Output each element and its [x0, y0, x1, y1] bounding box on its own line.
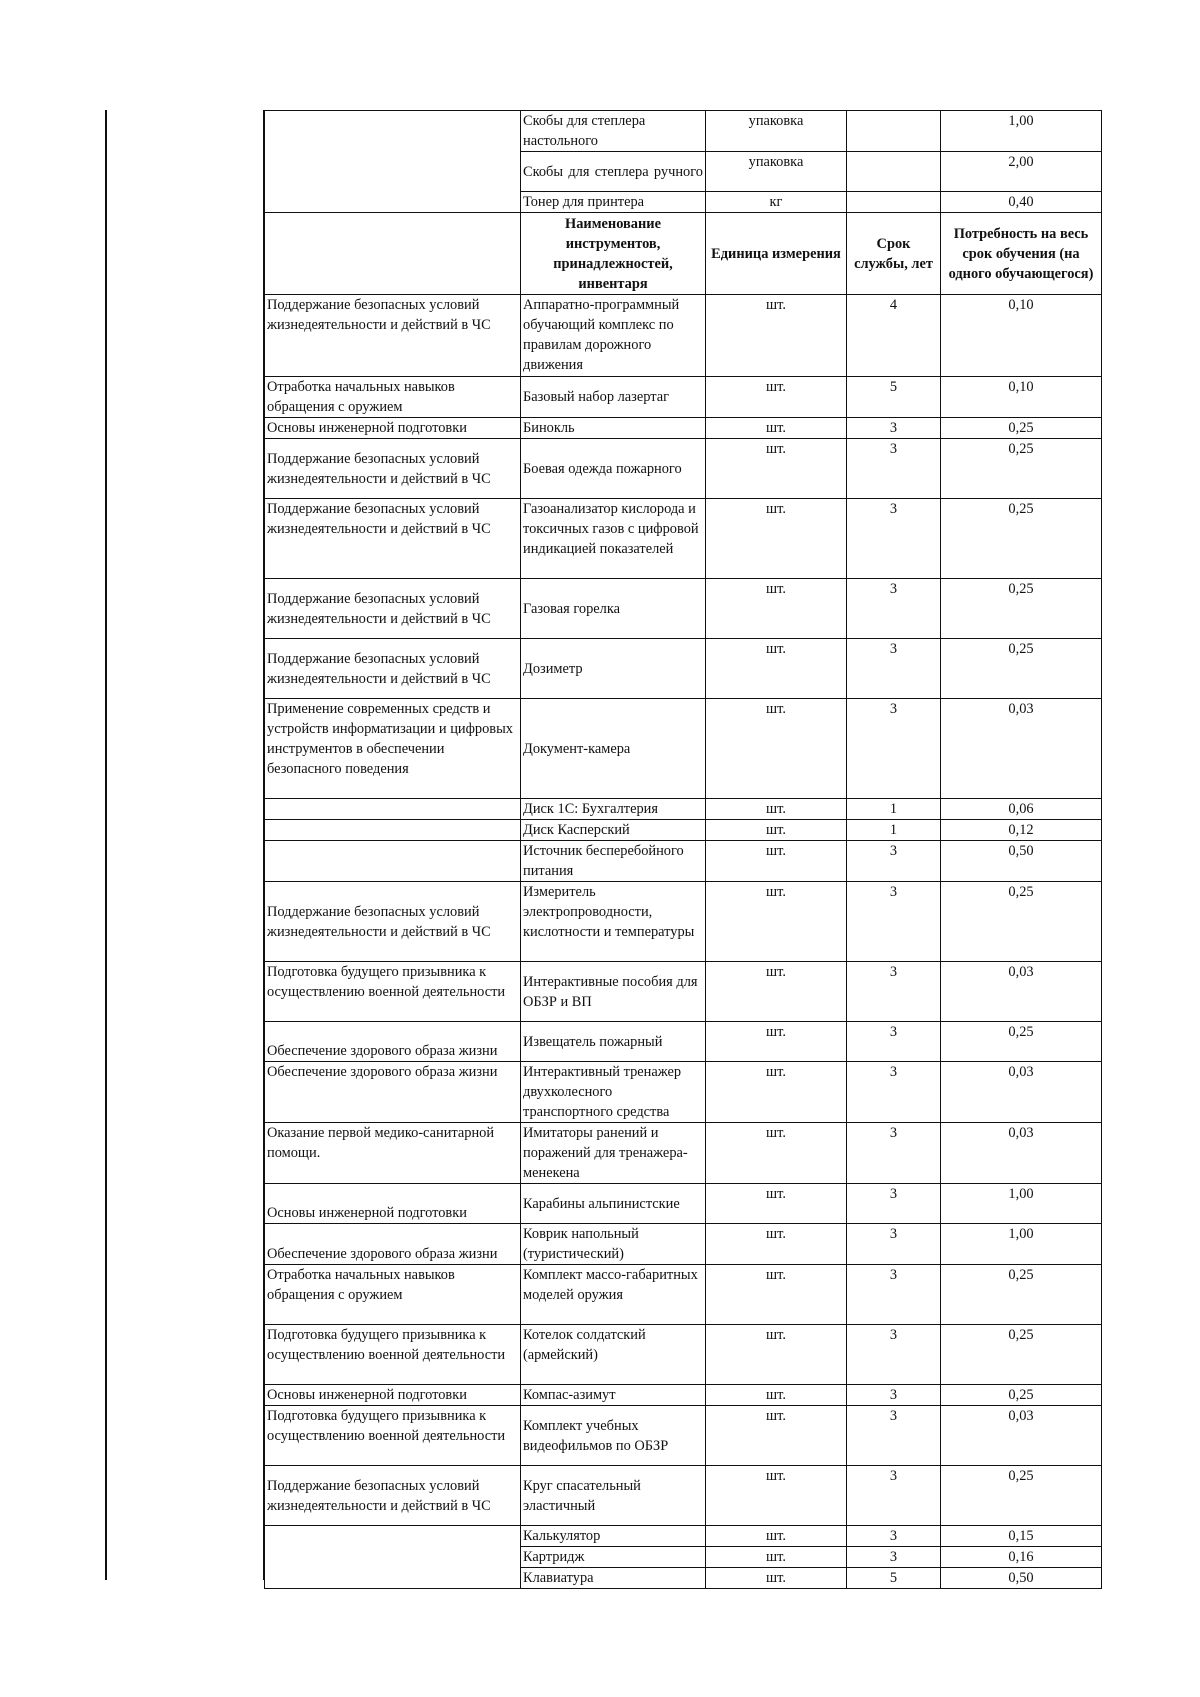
item-name-cell: Диск 1С: Бухгалтерия — [521, 799, 706, 820]
subject-cell: Обеспечение здорового образа жизни — [265, 1062, 521, 1123]
subject-cell: Поддержание безопасных условий жизнедеятельности и действий в ЧС — [265, 882, 521, 962]
unit-cell: шт. — [706, 377, 847, 418]
term-cell: 3 — [847, 1325, 941, 1385]
unit-cell: упаковка — [706, 152, 847, 192]
term-cell: 3 — [847, 841, 941, 882]
equipment-table — [264, 110, 1102, 1589]
unit-cell: упаковка — [706, 111, 847, 152]
item-name-cell: Коврик напольный (туристический) — [521, 1224, 706, 1265]
need-cell: 1,00 — [941, 111, 1102, 152]
term-cell: 3 — [847, 1062, 941, 1123]
unit-cell: шт. — [706, 1265, 847, 1325]
term-cell: 4 — [847, 295, 941, 377]
item-name-cell: Комплект массо-габаритных моделей оружия — [521, 1265, 706, 1325]
need-cell: 0,25 — [941, 1265, 1102, 1325]
table-row — [265, 1526, 1102, 1547]
item-name-cell: Комплект учебных видеофильмов по ОБЗР — [521, 1406, 706, 1466]
table-row — [265, 882, 1102, 962]
item-name-cell: Базовый набор лазертаг — [521, 377, 706, 418]
unit-cell: шт. — [706, 1568, 847, 1589]
term-cell: 3 — [847, 882, 941, 962]
unit-cell: шт. — [706, 579, 847, 639]
item-name-cell: Интерактивный тренажер двухколесного транспортного средства — [521, 1062, 706, 1123]
subject-cell — [265, 841, 521, 882]
header-unit: Единица измерения — [706, 213, 847, 295]
item-name-cell: Скобы для степлера настольного — [521, 111, 706, 152]
table-row — [265, 439, 1102, 499]
need-cell: 0,50 — [941, 841, 1102, 882]
subject-cell: Применение современных средств и устройств информатизации и цифровых инструментов в обеспечении безопасного поведения — [265, 699, 521, 799]
unit-cell: шт. — [706, 1325, 847, 1385]
table-row — [265, 1385, 1102, 1406]
table-row — [265, 639, 1102, 699]
item-name-cell: Картридж — [521, 1547, 706, 1568]
unit-cell: шт. — [706, 799, 847, 820]
need-cell: 0,25 — [941, 1466, 1102, 1526]
term-cell: 3 — [847, 962, 941, 1022]
unit-cell: шт. — [706, 1224, 847, 1265]
header-term: Срок службы, лет — [847, 213, 941, 295]
item-name-cell: Извещатель пожарный — [521, 1022, 706, 1062]
term-cell: 1 — [847, 820, 941, 841]
need-cell: 0,10 — [941, 295, 1102, 377]
header-need: Потребность на весь срок обучения (на одного обучающегося) — [941, 213, 1102, 295]
item-name-cell: Газоанализатор кислорода и токсичных газов с цифровой индикацией показателей — [521, 499, 706, 579]
term-cell: 1 — [847, 799, 941, 820]
need-cell: 1,00 — [941, 1224, 1102, 1265]
need-cell: 0,10 — [941, 377, 1102, 418]
item-name-cell: Аппаратно-программный обучающий комплекс по правилам дорожного движения — [521, 295, 706, 377]
header-empty-cell — [265, 213, 521, 295]
need-cell: 0,25 — [941, 882, 1102, 962]
unit-cell: шт. — [706, 1466, 847, 1526]
table-row — [265, 1224, 1102, 1265]
item-name-cell: Круг спасательный эластичный — [521, 1466, 706, 1526]
unit-cell: шт. — [706, 1123, 847, 1184]
subject-cell: Основы инженерной подготовки — [265, 1184, 521, 1224]
left-margin-line — [105, 110, 107, 1580]
table-row — [265, 1184, 1102, 1224]
item-name-cell: Скобы для степлера ручного — [521, 152, 706, 192]
need-cell: 1,00 — [941, 1184, 1102, 1224]
table-row — [265, 699, 1102, 799]
item-name-cell: Котелок солдатский (армейский) — [521, 1325, 706, 1385]
need-cell: 0,25 — [941, 579, 1102, 639]
term-cell: 3 — [847, 1184, 941, 1224]
unit-cell: шт. — [706, 1184, 847, 1224]
item-name-cell: Боевая одежда пожарного — [521, 439, 706, 499]
term-cell: 5 — [847, 377, 941, 418]
item-name-cell: Компас-азимут — [521, 1385, 706, 1406]
table-row — [265, 841, 1102, 882]
subject-cell: Основы инженерной подготовки — [265, 1385, 521, 1406]
need-cell: 0,03 — [941, 1062, 1102, 1123]
need-cell: 0,50 — [941, 1568, 1102, 1589]
table-row — [265, 1325, 1102, 1385]
unit-cell: шт. — [706, 1062, 847, 1123]
unit-cell: шт. — [706, 499, 847, 579]
subject-cell: Подготовка будущего призывника к осуществлению военной деятельности — [265, 1406, 521, 1466]
term-cell: 3 — [847, 439, 941, 499]
term-cell: 3 — [847, 499, 941, 579]
unit-cell: шт. — [706, 841, 847, 882]
unit-cell: шт. — [706, 1547, 847, 1568]
table-row — [265, 499, 1102, 579]
term-cell: 3 — [847, 1547, 941, 1568]
table-row — [265, 295, 1102, 377]
need-cell: 0,25 — [941, 499, 1102, 579]
subject-cell: Подготовка будущего призывника к осуществлению военной деятельности — [265, 1325, 521, 1385]
need-cell: 0,25 — [941, 639, 1102, 699]
need-cell: 0,25 — [941, 1385, 1102, 1406]
unit-cell: шт. — [706, 418, 847, 439]
unit-cell: шт. — [706, 820, 847, 841]
subject-cell: Отработка начальных навыков обращения с оружием — [265, 377, 521, 418]
table-row — [265, 579, 1102, 639]
term-cell: 3 — [847, 1022, 941, 1062]
main-rows — [265, 295, 1102, 1526]
term-cell: 3 — [847, 1526, 941, 1547]
unit-cell: шт. — [706, 1385, 847, 1406]
subject-cell — [265, 111, 521, 213]
table-row — [265, 111, 1102, 152]
item-name-cell: Измеритель электропроводности, кислотности и температуры — [521, 882, 706, 962]
term-cell: 3 — [847, 579, 941, 639]
unit-cell: шт. — [706, 1022, 847, 1062]
unit-cell: шт. — [706, 1406, 847, 1466]
need-cell: 0,03 — [941, 1406, 1102, 1466]
term-cell: 3 — [847, 1466, 941, 1526]
term-cell: 3 — [847, 1385, 941, 1406]
term-cell: 3 — [847, 1224, 941, 1265]
term-cell: 3 — [847, 418, 941, 439]
table-row — [265, 1466, 1102, 1526]
table-row — [265, 1123, 1102, 1184]
item-name-cell: Газовая горелка — [521, 579, 706, 639]
term-cell — [847, 111, 941, 152]
item-name-cell: Дозиметр — [521, 639, 706, 699]
bottom-rows — [265, 1526, 1102, 1589]
unit-cell: кг — [706, 192, 847, 213]
term-cell: 5 — [847, 1568, 941, 1589]
item-name-cell: Документ-камера — [521, 699, 706, 799]
item-name-cell: Калькулятор — [521, 1526, 706, 1547]
term-cell: 3 — [847, 1123, 941, 1184]
subject-cell: Основы инженерной подготовки — [265, 418, 521, 439]
term-cell: 3 — [847, 639, 941, 699]
table-header-row — [265, 213, 1102, 295]
table-row — [265, 1062, 1102, 1123]
table-row — [265, 418, 1102, 439]
subject-cell: Поддержание безопасных условий жизнедеятельности и действий в ЧС — [265, 639, 521, 699]
subject-cell — [265, 799, 521, 820]
need-cell: 0,25 — [941, 439, 1102, 499]
term-cell — [847, 192, 941, 213]
table-row — [265, 962, 1102, 1022]
need-cell: 0,25 — [941, 1022, 1102, 1062]
need-cell: 0,16 — [941, 1547, 1102, 1568]
subject-cell: Оказание первой медико-санитарной помощи. — [265, 1123, 521, 1184]
term-cell: 3 — [847, 699, 941, 799]
item-name-cell: Источник бесперебойного питания — [521, 841, 706, 882]
need-cell: 0,06 — [941, 799, 1102, 820]
subject-cell: Поддержание безопасных условий жизнедеятельности и действий в ЧС — [265, 499, 521, 579]
subject-cell: Подготовка будущего призывника к осуществлению военной деятельности — [265, 962, 521, 1022]
item-name-cell: Диск Касперский — [521, 820, 706, 841]
table-row — [265, 1265, 1102, 1325]
need-cell: 0,03 — [941, 699, 1102, 799]
subject-cell — [265, 820, 521, 841]
term-cell: 3 — [847, 1265, 941, 1325]
table-row — [265, 820, 1102, 841]
subject-cell: Поддержание безопасных условий жизнедеятельности и действий в ЧС — [265, 1466, 521, 1526]
unit-cell: шт. — [706, 962, 847, 1022]
need-cell: 0,03 — [941, 1123, 1102, 1184]
term-cell — [847, 152, 941, 192]
table-row — [265, 799, 1102, 820]
term-cell: 3 — [847, 1406, 941, 1466]
unit-cell: шт. — [706, 295, 847, 377]
item-name-cell: Карабины альпинистские — [521, 1184, 706, 1224]
subject-cell: Поддержание безопасных условий жизнедеятельности и действий в ЧС — [265, 295, 521, 377]
subject-cell: Отработка начальных навыков обращения с оружием — [265, 1265, 521, 1325]
unit-cell: шт. — [706, 699, 847, 799]
table-row — [265, 377, 1102, 418]
unit-cell: шт. — [706, 882, 847, 962]
unit-cell: шт. — [706, 1526, 847, 1547]
table-row — [265, 1022, 1102, 1062]
need-cell: 0,25 — [941, 418, 1102, 439]
need-cell: 0,03 — [941, 962, 1102, 1022]
subject-cell: Обеспечение здорового образа жизни — [265, 1022, 521, 1062]
subject-cell — [265, 1526, 521, 1589]
table-row — [265, 1406, 1102, 1466]
item-name-cell: Интерактивные пособия для ОБЗР и ВП — [521, 962, 706, 1022]
unit-cell: шт. — [706, 439, 847, 499]
need-cell: 0,12 — [941, 820, 1102, 841]
need-cell: 0,40 — [941, 192, 1102, 213]
need-cell: 0,25 — [941, 1325, 1102, 1385]
subject-cell: Поддержание безопасных условий жизнедеятельности и действий в ЧС — [265, 579, 521, 639]
subject-cell: Обеспечение здорового образа жизни — [265, 1224, 521, 1265]
item-name-cell: Тонер для принтера — [521, 192, 706, 213]
item-name-cell: Имитаторы ранений и поражений для тренажера-менекена — [521, 1123, 706, 1184]
need-cell: 0,15 — [941, 1526, 1102, 1547]
header-name: Наименование инструментов, принадлежностей, инвентаря — [521, 213, 706, 295]
unit-cell: шт. — [706, 639, 847, 699]
subject-cell: Поддержание безопасных условий жизнедеятельности и действий в ЧС — [265, 439, 521, 499]
item-name-cell: Бинокль — [521, 418, 706, 439]
item-name-cell: Клавиатура — [521, 1568, 706, 1589]
need-cell: 2,00 — [941, 152, 1102, 192]
